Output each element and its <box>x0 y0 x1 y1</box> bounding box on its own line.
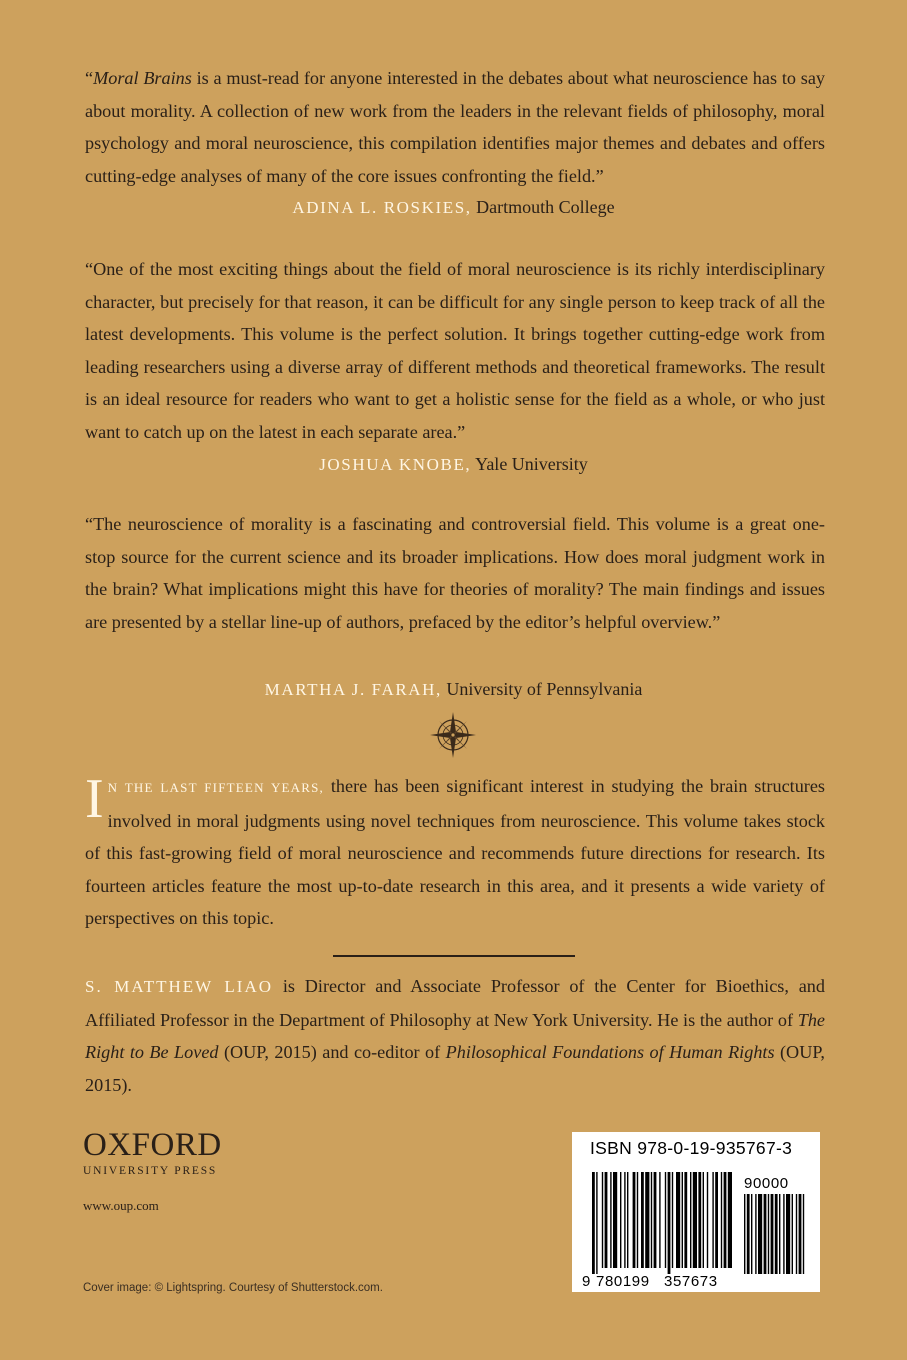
attribution-roskies <box>0 195 907 220</box>
barcode-bar <box>610 1172 611 1268</box>
barcode-bar <box>592 1172 595 1274</box>
barcode-bar <box>641 1172 644 1268</box>
quote-book-title: Moral Brains <box>93 68 192 88</box>
compass-rose-icon <box>428 710 478 760</box>
publisher-name: OXFORD <box>83 1127 222 1163</box>
attribution-knobe <box>0 452 907 477</box>
bio-text: (OUP, 2015) and co-editor of <box>218 1042 446 1062</box>
isbn-barcode <box>572 1132 820 1292</box>
barcode-addon-bar <box>803 1194 804 1274</box>
barcode-digits-left: 780199 <box>596 1273 650 1290</box>
barcode-bar <box>724 1172 727 1268</box>
barcode-bar <box>682 1172 683 1268</box>
barcode-price-code: 90000 <box>744 1175 789 1192</box>
editor-bio <box>85 970 825 1101</box>
barcode-bar <box>605 1172 608 1268</box>
barcode-bar <box>645 1172 649 1268</box>
barcode-bar <box>633 1172 636 1268</box>
quote-text: is a must-read for anyone interested in the debates about what neuroscience has to say about morality. A collection of new work from the leaders in the relevant fields of philosophy, moral psychology and moral neuroscience, this compilation identifies major themes and debates and offers cutting-edge analyses of many of the core issues confronting the field.” <box>85 68 825 186</box>
barcode-addon-bar <box>799 1194 802 1274</box>
barcode-addon-bar <box>779 1194 780 1274</box>
barcode-digits-right: 357673 <box>664 1273 718 1290</box>
description-paragraph <box>85 770 825 935</box>
attribution-affiliation: University of Pennsylvania <box>446 679 643 699</box>
barcode-bar <box>624 1172 625 1268</box>
barcode-bar <box>715 1172 718 1268</box>
cover-credit: Cover image: © Lightspring. Courtesy of Shutterstock.com. <box>83 1282 383 1294</box>
barcode-bar <box>690 1172 691 1268</box>
bio-book-title: The Right to Be Loved <box>85 1009 825 1062</box>
barcode-bar <box>665 1172 666 1268</box>
publisher-website[interactable]: www.oup.com <box>83 1198 159 1213</box>
barcode-bar <box>721 1172 722 1268</box>
barcode-addon-bar <box>758 1194 762 1274</box>
bio-book-title: Philosophical Foundations of Human Rights <box>445 1042 775 1062</box>
barcode-bar <box>668 1172 671 1274</box>
attribution-name: ADINA L. ROSKIES, <box>292 198 472 217</box>
barcode-addon-bar <box>768 1194 769 1274</box>
barcode-bar <box>654 1172 657 1268</box>
barcode-bar <box>672 1172 673 1268</box>
quote-open-mark: “ <box>85 68 94 88</box>
barcode-graphic <box>572 1132 820 1292</box>
publisher-logo <box>83 1128 222 1178</box>
barcode-bar <box>698 1172 701 1268</box>
barcode-bar <box>684 1172 687 1268</box>
attribution-affiliation: Yale University <box>475 454 588 474</box>
quote-knobe: “One of the most exciting things about the field of moral neuroscience is its richly interdisciplinary character, but precisely for that reason, it can be difficult for any single person to keep track of all the latest developments. This volume is the perfect solution. It brings together cutting-edge work from leading researchers using a diverse array of different methods and theoretical frameworks. The result is an ideal resource for readers who want to get a holistic sense for the field as a whole, or who just want to catch up on the latest in each separate area.” <box>85 259 825 442</box>
quote-farah: “The neuroscience of morality is a fascinating and controversial field. This volume is a great one-stop source for the current science and its broader implications. How does moral judgment work in the brain? What implications might this have for theories of morality? The main findings and issues are presented by a stellar line-up of authors, prefaced by the editor’s helpful overview.” <box>85 514 825 632</box>
barcode-addon-bar <box>775 1194 778 1274</box>
barcode-addon-bar <box>751 1194 752 1274</box>
barcode-bar <box>676 1172 680 1268</box>
barcode-bar <box>712 1172 713 1268</box>
barcode-bar <box>602 1172 603 1268</box>
barcode-addon-bar <box>783 1194 784 1274</box>
bio-text: (OUP, 2015). <box>85 1042 825 1095</box>
opening-phrase: N THE LAST FIFTEEN YEARS, <box>107 780 325 795</box>
quote-roskies <box>85 62 825 192</box>
attribution-name: MARTHA J. FARAH, <box>264 680 442 699</box>
barcode-bar <box>693 1172 697 1268</box>
barcode-bar <box>637 1172 638 1268</box>
barcode-addon-bar <box>744 1194 745 1274</box>
barcode-bar <box>651 1172 652 1268</box>
barcode-addon-bar <box>786 1194 790 1274</box>
description-text: there has been significant interest in studying the brain structures involved in moral judgments using novel techniques from neuroscience. This volume takes stock of this fast-growing field of moral neuroscience and recommends future directions for research. Its fourteen articles feature the most up-to-date research in this area, and it presents a wide variety of perspectives on this topic. <box>85 776 826 928</box>
barcode-bar <box>728 1172 732 1268</box>
barcode-bar <box>703 1172 704 1268</box>
attribution-farah <box>0 677 907 702</box>
barcode-addon-bars <box>744 1194 804 1274</box>
barcode-bar <box>620 1172 621 1268</box>
barcode-addon-bar <box>796 1194 797 1274</box>
attribution-name: JOSHUA KNOBE, <box>319 455 472 474</box>
barcode-bar <box>627 1172 628 1268</box>
attribution-affiliation: Dartmouth College <box>476 197 615 217</box>
bio-text: is Director and Associate Professor of the Center for Bioethics, and Affiliated Professor in the Department of Philosophy at New York University. He is the author of <box>85 976 825 1030</box>
barcode-lead-digit: 9 <box>582 1273 591 1290</box>
dropcap: I <box>85 768 104 830</box>
barcode-addon-bar <box>755 1194 756 1274</box>
publisher-subtitle: UNIVERSITY PRESS <box>83 1165 218 1177</box>
isbn-label: ISBN 978-0-19-935767-3 <box>590 1138 793 1158</box>
barcode-bar <box>659 1172 660 1268</box>
barcode-addon-bar <box>792 1194 793 1274</box>
editor-name: S. MATTHEW LIAO <box>85 977 274 996</box>
barcode-bar <box>596 1172 597 1274</box>
barcode-bar <box>707 1172 708 1268</box>
barcode-bars <box>592 1172 732 1274</box>
barcode-bar <box>613 1172 617 1268</box>
divider <box>333 955 575 957</box>
barcode-addon-bar <box>747 1194 750 1274</box>
barcode-addon-bar <box>771 1194 774 1274</box>
barcode-addon-bar <box>764 1194 767 1274</box>
